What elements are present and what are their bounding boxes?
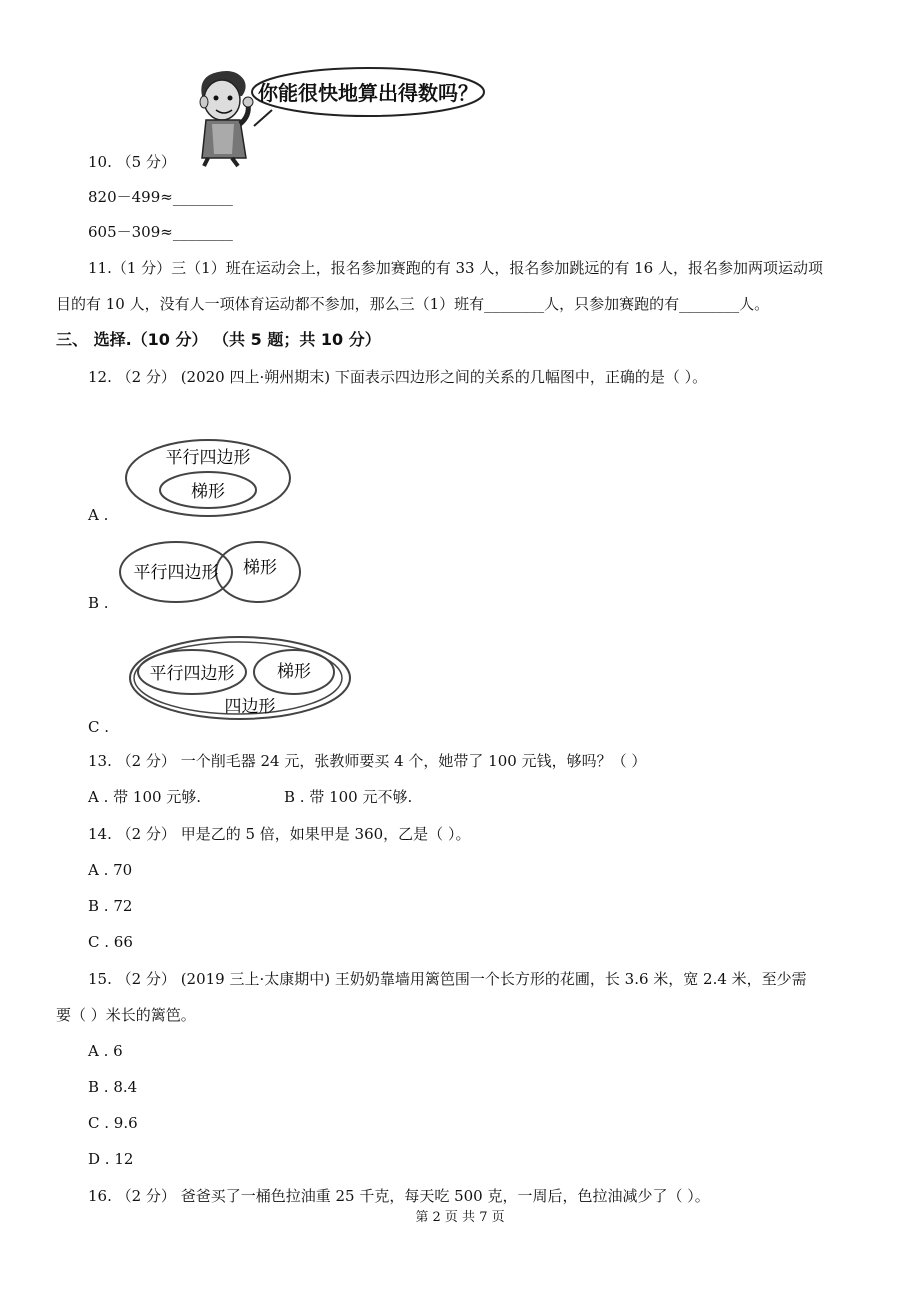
question-14-option-a: A . 70 bbox=[88, 861, 133, 879]
cartoon-boy-illustration bbox=[188, 66, 488, 170]
option-a-inner-label: 梯形 bbox=[191, 482, 225, 502]
question-13-option-a: A . 带 100 元够. bbox=[88, 788, 202, 806]
option-b-right-label: 梯形 bbox=[243, 558, 277, 578]
option-b-label: B . bbox=[88, 594, 109, 612]
question-15-option-d: D . 12 bbox=[88, 1150, 134, 1168]
question-15-option-a: A . 6 bbox=[88, 1042, 123, 1060]
question-15-option-c: C . 9.6 bbox=[88, 1114, 138, 1132]
option-a-label: A . bbox=[88, 506, 109, 524]
question-13-option-b: B . 带 100 元不够. bbox=[284, 788, 413, 806]
option-c-left-label: 平行四边形 bbox=[149, 664, 235, 684]
section-3-title: 三、 选择.（10 分） （共 5 题；共 10 分） bbox=[56, 330, 381, 349]
question-11-line-1: 11.（1 分）三（1）班在运动会上，报名参加赛跑的有 33 人，报名参加跳远的有 16 人，报名参加两项运动项 bbox=[88, 259, 823, 277]
question-15-line-2: 要（ ）米长的篱笆。 bbox=[56, 1006, 196, 1024]
option-a-diagram bbox=[122, 436, 296, 518]
question-10-header: 10. （5 分） bbox=[88, 153, 176, 171]
question-10-line-2: 605－309≈________ bbox=[88, 223, 233, 241]
question-14-option-b: B . 72 bbox=[88, 897, 133, 915]
question-10-line-1: 820－499≈________ bbox=[88, 188, 233, 206]
option-a-outer-label: 平行四边形 bbox=[165, 448, 251, 468]
option-b-left-label: 平行四边形 bbox=[133, 563, 219, 583]
option-c-outer-label: 四边形 bbox=[224, 697, 276, 717]
question-12-text: 12. （2 分） (2020 四上·朔州期末) 下面表示四边形之间的关系的几幅图中，正确的是（ ）。 bbox=[88, 368, 708, 386]
question-16-text: 16. （2 分） 爸爸买了一桶色拉油重 25 千克，每天吃 500 克，一周后，色拉油减少了（ ）。 bbox=[88, 1187, 710, 1205]
question-11-line-2: 目的有 10 人，没有人一项体育运动都不参加，那么三（1）班有________人，只参加赛跑的有________人。 bbox=[56, 295, 770, 313]
option-c-label: C . bbox=[88, 718, 110, 736]
option-c-right-label: 梯形 bbox=[277, 662, 311, 682]
option-c-diagram bbox=[126, 634, 356, 724]
question-14-option-c: C . 66 bbox=[88, 933, 133, 951]
question-15-line-1: 15. （2 分） (2019 三上·太康期中) 王奶奶靠墙用篱笆围一个长方形的花圃，长 3.6 米，宽 2.4 米，至少需 bbox=[88, 970, 807, 988]
question-13-text: 13. （2 分） 一个削毛器 24 元，张教师要买 4 个，她带了 100 元钱，够吗？（ ） bbox=[88, 752, 647, 770]
page-footer: 第 2 页 共 7 页 bbox=[415, 1210, 505, 1225]
question-15-option-b: B . 8.4 bbox=[88, 1078, 138, 1096]
speech-bubble-text: 你能很快地算出得数吗？ bbox=[258, 81, 478, 105]
option-b-diagram bbox=[118, 540, 304, 606]
question-14-text: 14. （2 分） 甲是乙的 5 倍，如果甲是 360，乙是（ ）。 bbox=[88, 825, 471, 843]
